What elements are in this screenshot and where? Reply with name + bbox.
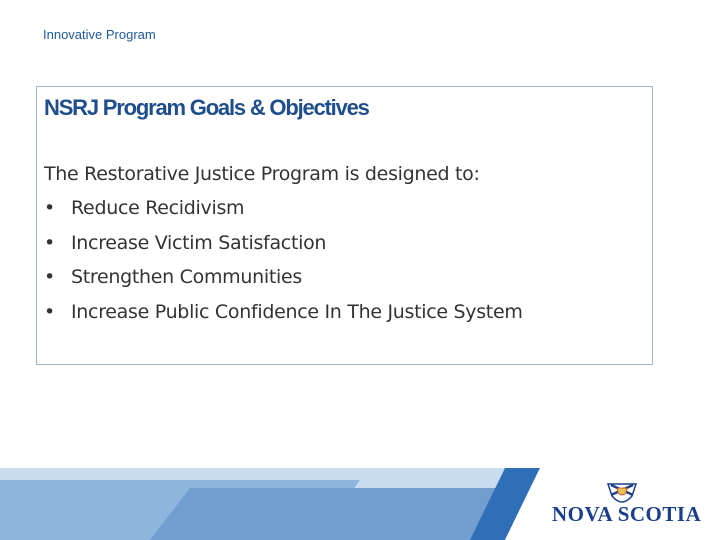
list-item-label: Reduce Recidivism <box>71 197 245 219</box>
goals-list <box>44 197 523 335</box>
intro-text: The Restorative Justice Program is designed to: <box>44 163 480 185</box>
bullet-dot-icon: • <box>44 231 55 254</box>
bullet-dot-icon: • <box>44 266 55 288</box>
logo-wordmark: NOVA SCOTIA <box>552 502 702 526</box>
bullet-dot-icon: • <box>44 300 55 323</box>
list-item <box>44 197 523 232</box>
nova-scotia-logo <box>552 482 702 530</box>
list-item-label: Increase Victim Satisfaction <box>71 231 327 254</box>
bullet-dot-icon: • <box>44 197 55 219</box>
stripe-mid-2 <box>150 488 510 540</box>
slide-title: NSRJ Program Goals & Objectives <box>44 95 369 120</box>
list-item <box>44 266 523 301</box>
content-box <box>36 86 653 365</box>
list-item <box>44 232 523 267</box>
list-item-label: Increase Public Confidence In The Justice System <box>71 300 523 323</box>
list-item-label: Strengthen Communities <box>71 266 302 288</box>
header-label: Innovative Program <box>43 27 156 42</box>
list-item <box>44 301 523 336</box>
